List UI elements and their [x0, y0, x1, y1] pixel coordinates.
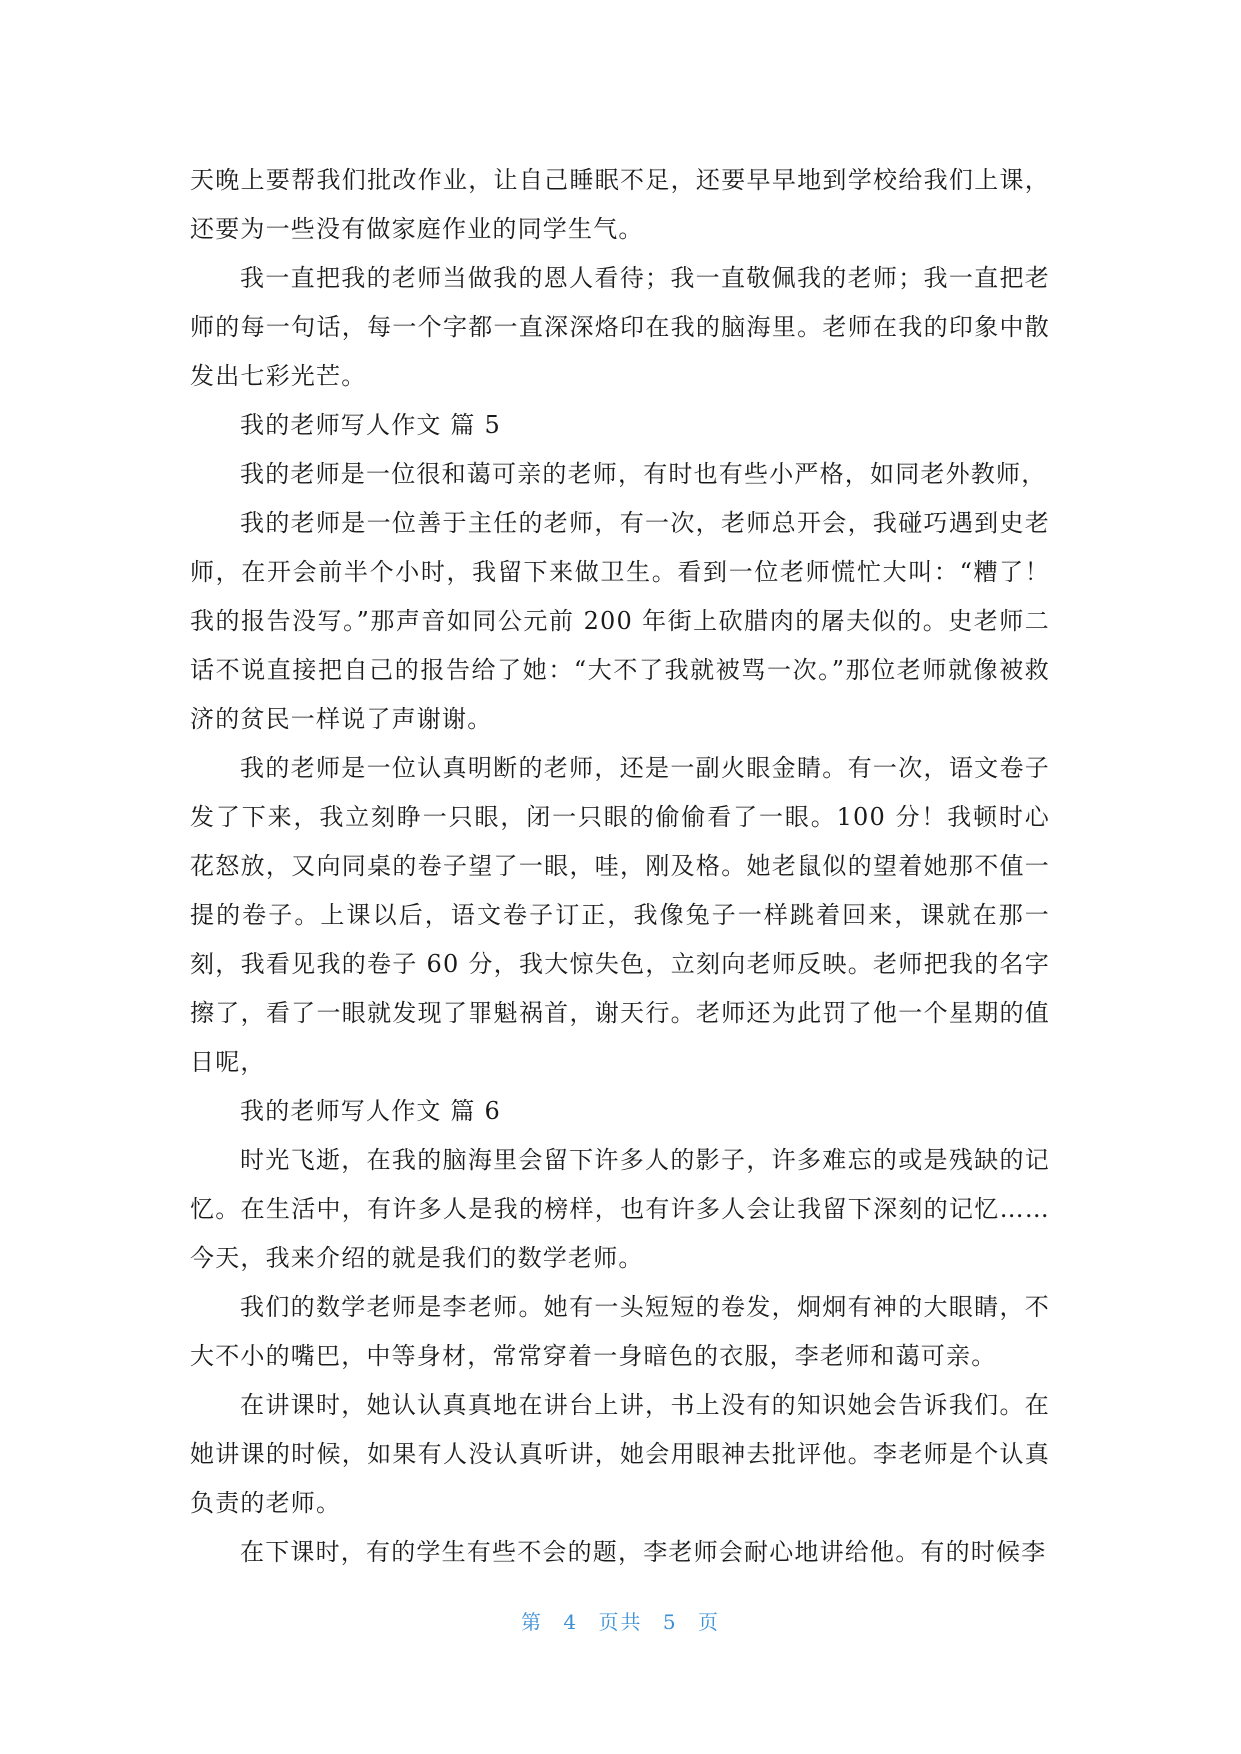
footer-suffix: 页 — [697, 1610, 720, 1634]
footer-middle: 页共 — [598, 1610, 643, 1634]
paragraph: 在讲课时，她认认真真地在讲台上讲，书上没有的知识她会告诉我们。在她讲课的时候，如果有人没认真听讲，她会用眼神去批评他。李老师是个认真负责的老师。 — [190, 1391, 1050, 1517]
paragraph: 我们的数学老师是李老师。她有一头短短的卷发，炯炯有神的大眼睛，不大不小的嘴巴，中等身材，常常穿着一身暗色的衣服，李老师和蔼可亲。 — [190, 1293, 1050, 1370]
section-heading-6: 我的老师写人作文 篇 6 — [240, 1097, 501, 1125]
document-body — [190, 156, 1050, 1577]
paragraph: 我一直把我的老师当做我的恩人看待；我一直敬佩我的老师；我一直把老师的每一句话，每一个字都一直深深烙印在我的脑海里。老师在我的印象中散发出七彩光芒。 — [190, 264, 1050, 390]
footer-prefix: 第 — [521, 1610, 544, 1634]
paragraph: 时光飞逝，在我的脑海里会留下许多人的影子，许多难忘的或是残缺的记忆。在生活中，有许多人是我的榜样，也有许多人会让我留下深刻的记忆……今天，我来介绍的就是我们的数学老师。 — [190, 1146, 1050, 1272]
footer-current-page: 4 — [563, 1610, 579, 1634]
paragraph: 我的老师是一位认真明断的老师，还是一副火眼金睛。有一次，语文卷子发了下来，我立刻睁一只眼，闭一只眼的偷偷看了一眼。100 分！我顿时心花怒放，又向同桌的卷子望了一眼，哇，刚及格。她老鼠似的望着她那不值一提的卷子。上课以后，语文卷子订正，我像兔子一样跳着回来，课就在那一刻，我看见我的卷子 60 分，我大惊失色，立刻向老师反映。老师把我的名字擦了，看了一眼就发现了罪魁祸首，谢天行。老师还为此罚了他一个星期的值日呢， — [190, 754, 1050, 1076]
paragraph: 我的老师是一位善于主任的老师，有一次，老师总开会，我碰巧遇到史老师，在开会前半个小时，我留下来做卫生。看到一位老师慌忙大叫：“糟了！我的报告没写。”那声音如同公元前 200 年街上砍腊肉的屠夫似的。史老师二话不说直接把自己的报告给了她：“大不了我就被骂一次。”那位老师就像被救济的贫民一样说了声谢谢。 — [190, 509, 1050, 733]
paragraph: 在下课时，有的学生有些不会的题，李老师会耐心地讲给他。有的时候李 — [240, 1538, 1047, 1566]
paragraph: 我的老师是一位很和蔼可亲的老师，有时也有些小严格，如同老外教师， — [240, 460, 1047, 488]
paragraph-continuation: 天晚上要帮我们批改作业，让自己睡眠不足，还要早早地到学校给我们上课，还要为一些没有做家庭作业的同学生气。 — [190, 166, 1050, 243]
section-heading-5: 我的老师写人作文 篇 5 — [240, 411, 501, 439]
footer-total-pages: 5 — [662, 1610, 678, 1634]
page-footer — [0, 1606, 1241, 1635]
